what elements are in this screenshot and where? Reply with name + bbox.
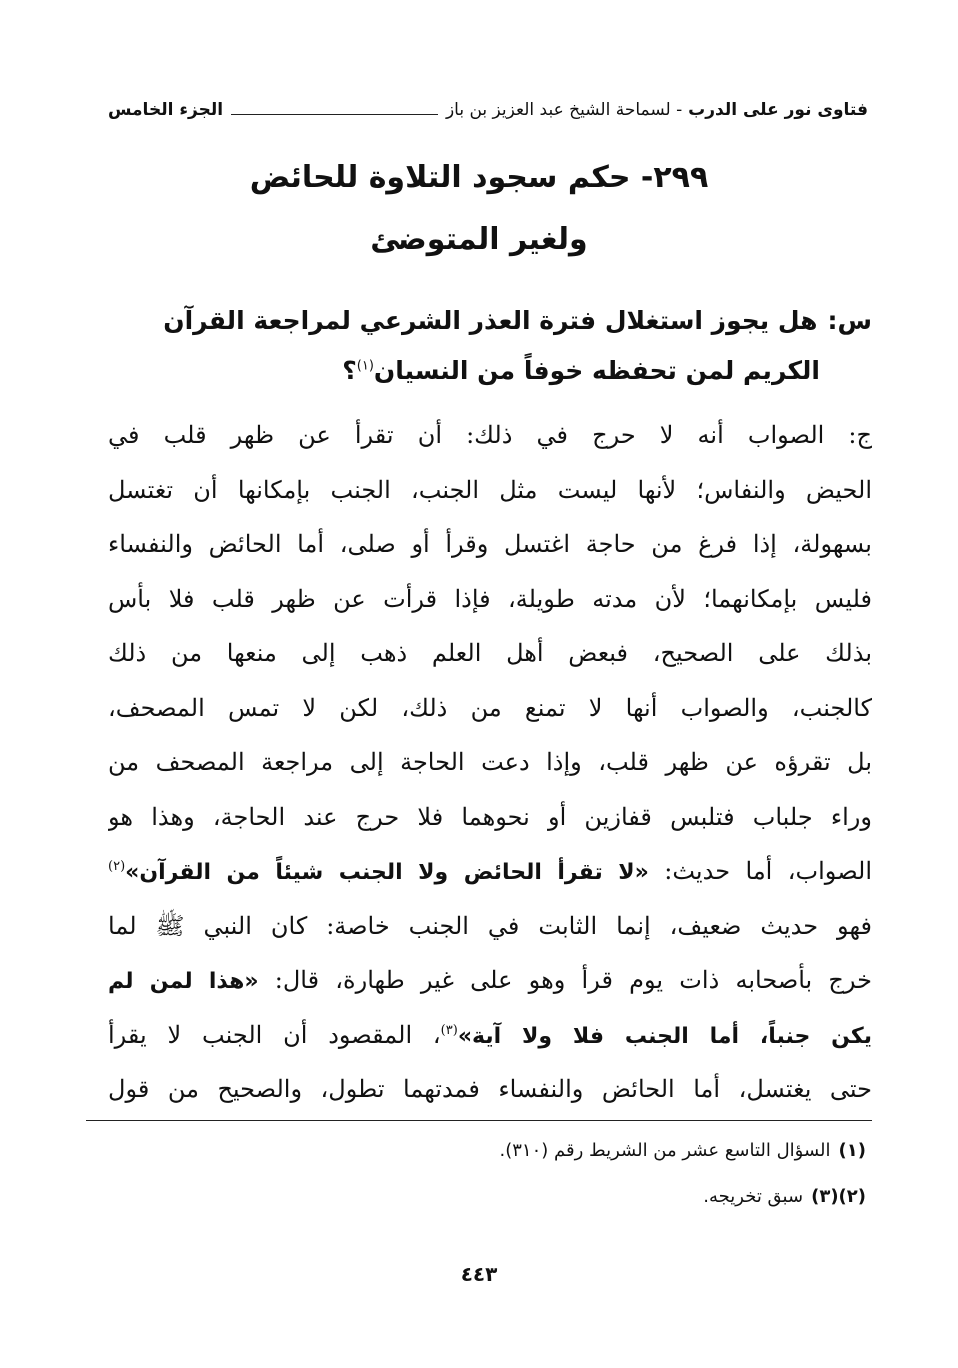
answer-line: وراء جلباب فتلبس قفازين أو نحوهما فلا حرج عند الحاجة، وهذا هو xyxy=(108,802,872,831)
answer-line12-text: ، المقصود أن الجنب لا يقرأ xyxy=(108,1020,441,1049)
author-name: - لسماحة الشيخ عبد العزيز بن باز xyxy=(445,100,683,120)
footnote-2-3-number: (٢)(٣) xyxy=(811,1186,866,1207)
answer-line: فليس بإمكانهما؛ لأن مدته طويلة، فإذا قرأت عن ظهر قلب فلا بأس xyxy=(108,584,872,613)
footnote-separator xyxy=(86,1120,872,1121)
question-line1: هل يجوز استغلال فترة العذر الشرعي لمراجعة القرآن xyxy=(163,306,818,335)
header-rule xyxy=(231,114,438,115)
footnote-1 xyxy=(108,1128,866,1174)
footnote-ref-2: (٢) xyxy=(108,859,126,874)
answer-line: بسهولة، إذا فرغ من حاجة اغتسل وقرأ أو صلى، أما الحائض والنفساء xyxy=(108,530,872,558)
hadith-quote-2-end: يكن جنباً، أما الجنب فلا ولا آية» xyxy=(457,1023,872,1049)
answer-line11-text: خرج بأصحابه ذات يوم قرأ وهو على غير طهارة، قال: xyxy=(258,966,872,994)
footnotes xyxy=(108,1128,866,1220)
page-number: ٤٤٣ xyxy=(460,1262,498,1286)
fatwa-title-line1: ٢٩٩- حكم سجود التلاوة للحائض xyxy=(249,160,709,195)
question-label: س: xyxy=(827,306,872,335)
answer-line xyxy=(108,844,872,899)
hadith-quote-1: «لا تقرأ الحائض ولا الجنب شيئاً من القرآن» xyxy=(125,860,649,885)
question-mark: ؟ xyxy=(342,356,357,385)
book-title: فتاوى نور على الدرب xyxy=(688,100,868,120)
header-right xyxy=(446,100,868,120)
answer-line: بذلك على الصحيح، فبعض أهل العلم ذهب إلى منعها من ذلك xyxy=(108,639,872,667)
volume-label: الجزء الخامس xyxy=(108,100,224,120)
answer-line: كالجنب، والصواب أنها لا تمنع من ذلك، لكن لا تمس المصحف، xyxy=(108,693,872,722)
hadith-quote-2-start: «هذا لمن لم xyxy=(108,969,259,994)
footnote-1-text: السؤال التاسع عشر من الشريط رقم (٣١٠). xyxy=(499,1140,831,1161)
answer-line: ج: الصواب أنه لا حرج في ذلك: أن تقرأ عن ظهر قلب في xyxy=(108,421,872,449)
question-line2 xyxy=(120,346,872,396)
footnote-ref-1: (١) xyxy=(356,358,374,374)
answer-line xyxy=(108,1008,872,1063)
footnote-2-3-text: سبق تخريجه. xyxy=(703,1186,804,1207)
answer-line: الحيض والنفاس؛ لأنها ليست مثل الجنب، الجنب بإمكانها أن تغتسل xyxy=(108,475,872,504)
footnote-1-number: (١) xyxy=(838,1140,866,1161)
answer-block xyxy=(108,408,872,1117)
answer-line9-text: الصواب، أما حديث: xyxy=(648,857,872,885)
answer-line: حتى يغتسل، أما الحائض والنفساء فمدتهما تطول، والصحيح من قول xyxy=(108,1075,872,1103)
fatwa-title-line2: ولغير المتوضئ xyxy=(370,222,588,257)
question-block xyxy=(120,296,872,396)
answer-line: فهو حديث ضعيف، إنما الثابت في الجنب خاصة: كان النبي ﷺ لما xyxy=(108,911,872,940)
answer-line xyxy=(108,953,872,1008)
footnote-ref-3: (٣) xyxy=(440,1022,458,1038)
running-header xyxy=(108,92,868,128)
question-line2-text: الكريم لمن تحفظه خوفاً من النسيان xyxy=(373,356,820,385)
footnote-2-3 xyxy=(108,1174,866,1220)
answer-line: بل تقرؤه عن ظهر قلب، وإذا دعت الحاجة إلى مراجعة المصحف من xyxy=(108,748,872,776)
